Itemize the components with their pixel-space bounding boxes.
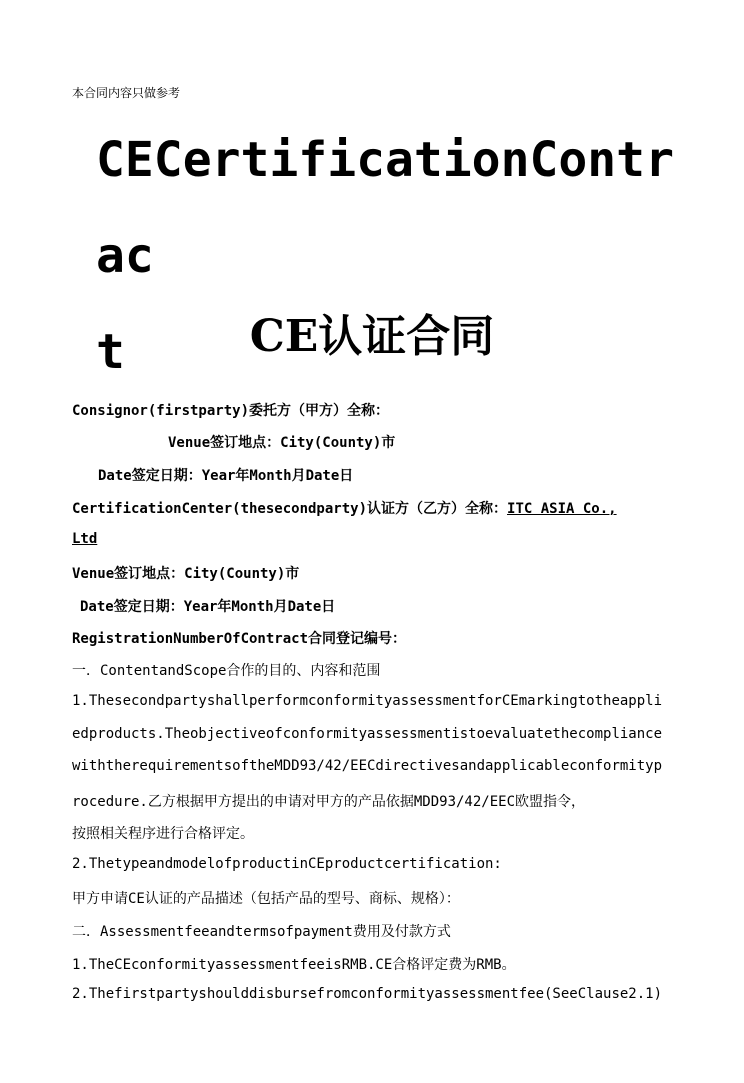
section1-p1-line5: 按照相关程序进行合格评定。 <box>72 826 254 842</box>
english-title-line1: CECertificationContrac <box>96 132 674 284</box>
section2-heading: 二．Assessmentfeeandtermsofpayment费用及付款方式 <box>72 924 451 940</box>
venue-second: Venue签订地点：City(County)市 <box>72 566 300 582</box>
section1-p1-line2: edproducts.Theobjectiveofconformityassessmentistoevaluatethecompliance <box>72 726 663 742</box>
section1-p1-line1: 1.ThesecondpartyshallperformconformityassessmentforCEmarkingtotheappli <box>72 693 663 709</box>
section1-p1-line3: withtherequirementsoftheMDD93/42/EECdirectivesandapplicableconformityp <box>72 758 663 774</box>
section1-p2-line2: 甲方申请CE认证的产品描述（包括产品的型号、商标、规格）： <box>72 891 460 907</box>
chinese-title: CE认证合同 <box>249 311 495 362</box>
certification-center-line <box>72 498 617 518</box>
certification-center-label: CertificationCenter(thesecondparty)认证方（乙方）全称： <box>72 501 508 517</box>
section2-p2: 2.Thefirstpartyshoulddisbursefromconformityassessmentfee(SeeClause2.1) <box>72 986 663 1002</box>
section1-p2-line1: 2.ThetypeandmodelofproductinCEproductcertification: <box>72 856 502 872</box>
date-second: Date签定日期：Year年Month月Date日 <box>80 599 336 615</box>
certification-center-name: ITC ASIA Co., <box>507 501 617 517</box>
date-first: Date签定日期：Year年Month月Date日 <box>98 468 354 484</box>
english-title-line2: t <box>96 324 125 380</box>
consignor-label: Consignor(firstparty)委托方（甲方）全称： <box>72 403 390 419</box>
registration-number: RegistrationNumberOfContract合同登记编号： <box>72 631 407 647</box>
reference-notice: 本合同内容只做参考 <box>72 86 181 100</box>
section1-heading: 一．ContentandScope合作的目的、内容和范围 <box>72 663 381 679</box>
venue-first: Venue签订地点：City(County)市 <box>168 435 396 451</box>
certification-center-name-cont: Ltd <box>72 531 98 547</box>
section1-p1-line4: rocedure.乙方根据甲方提出的申请对甲方的产品依据MDD93/42/EEC欧盟指令， <box>72 794 586 810</box>
section2-p1: 1.TheCEconformityassessmentfeeisRMB.CE合格评定费为RMB。 <box>72 957 516 973</box>
